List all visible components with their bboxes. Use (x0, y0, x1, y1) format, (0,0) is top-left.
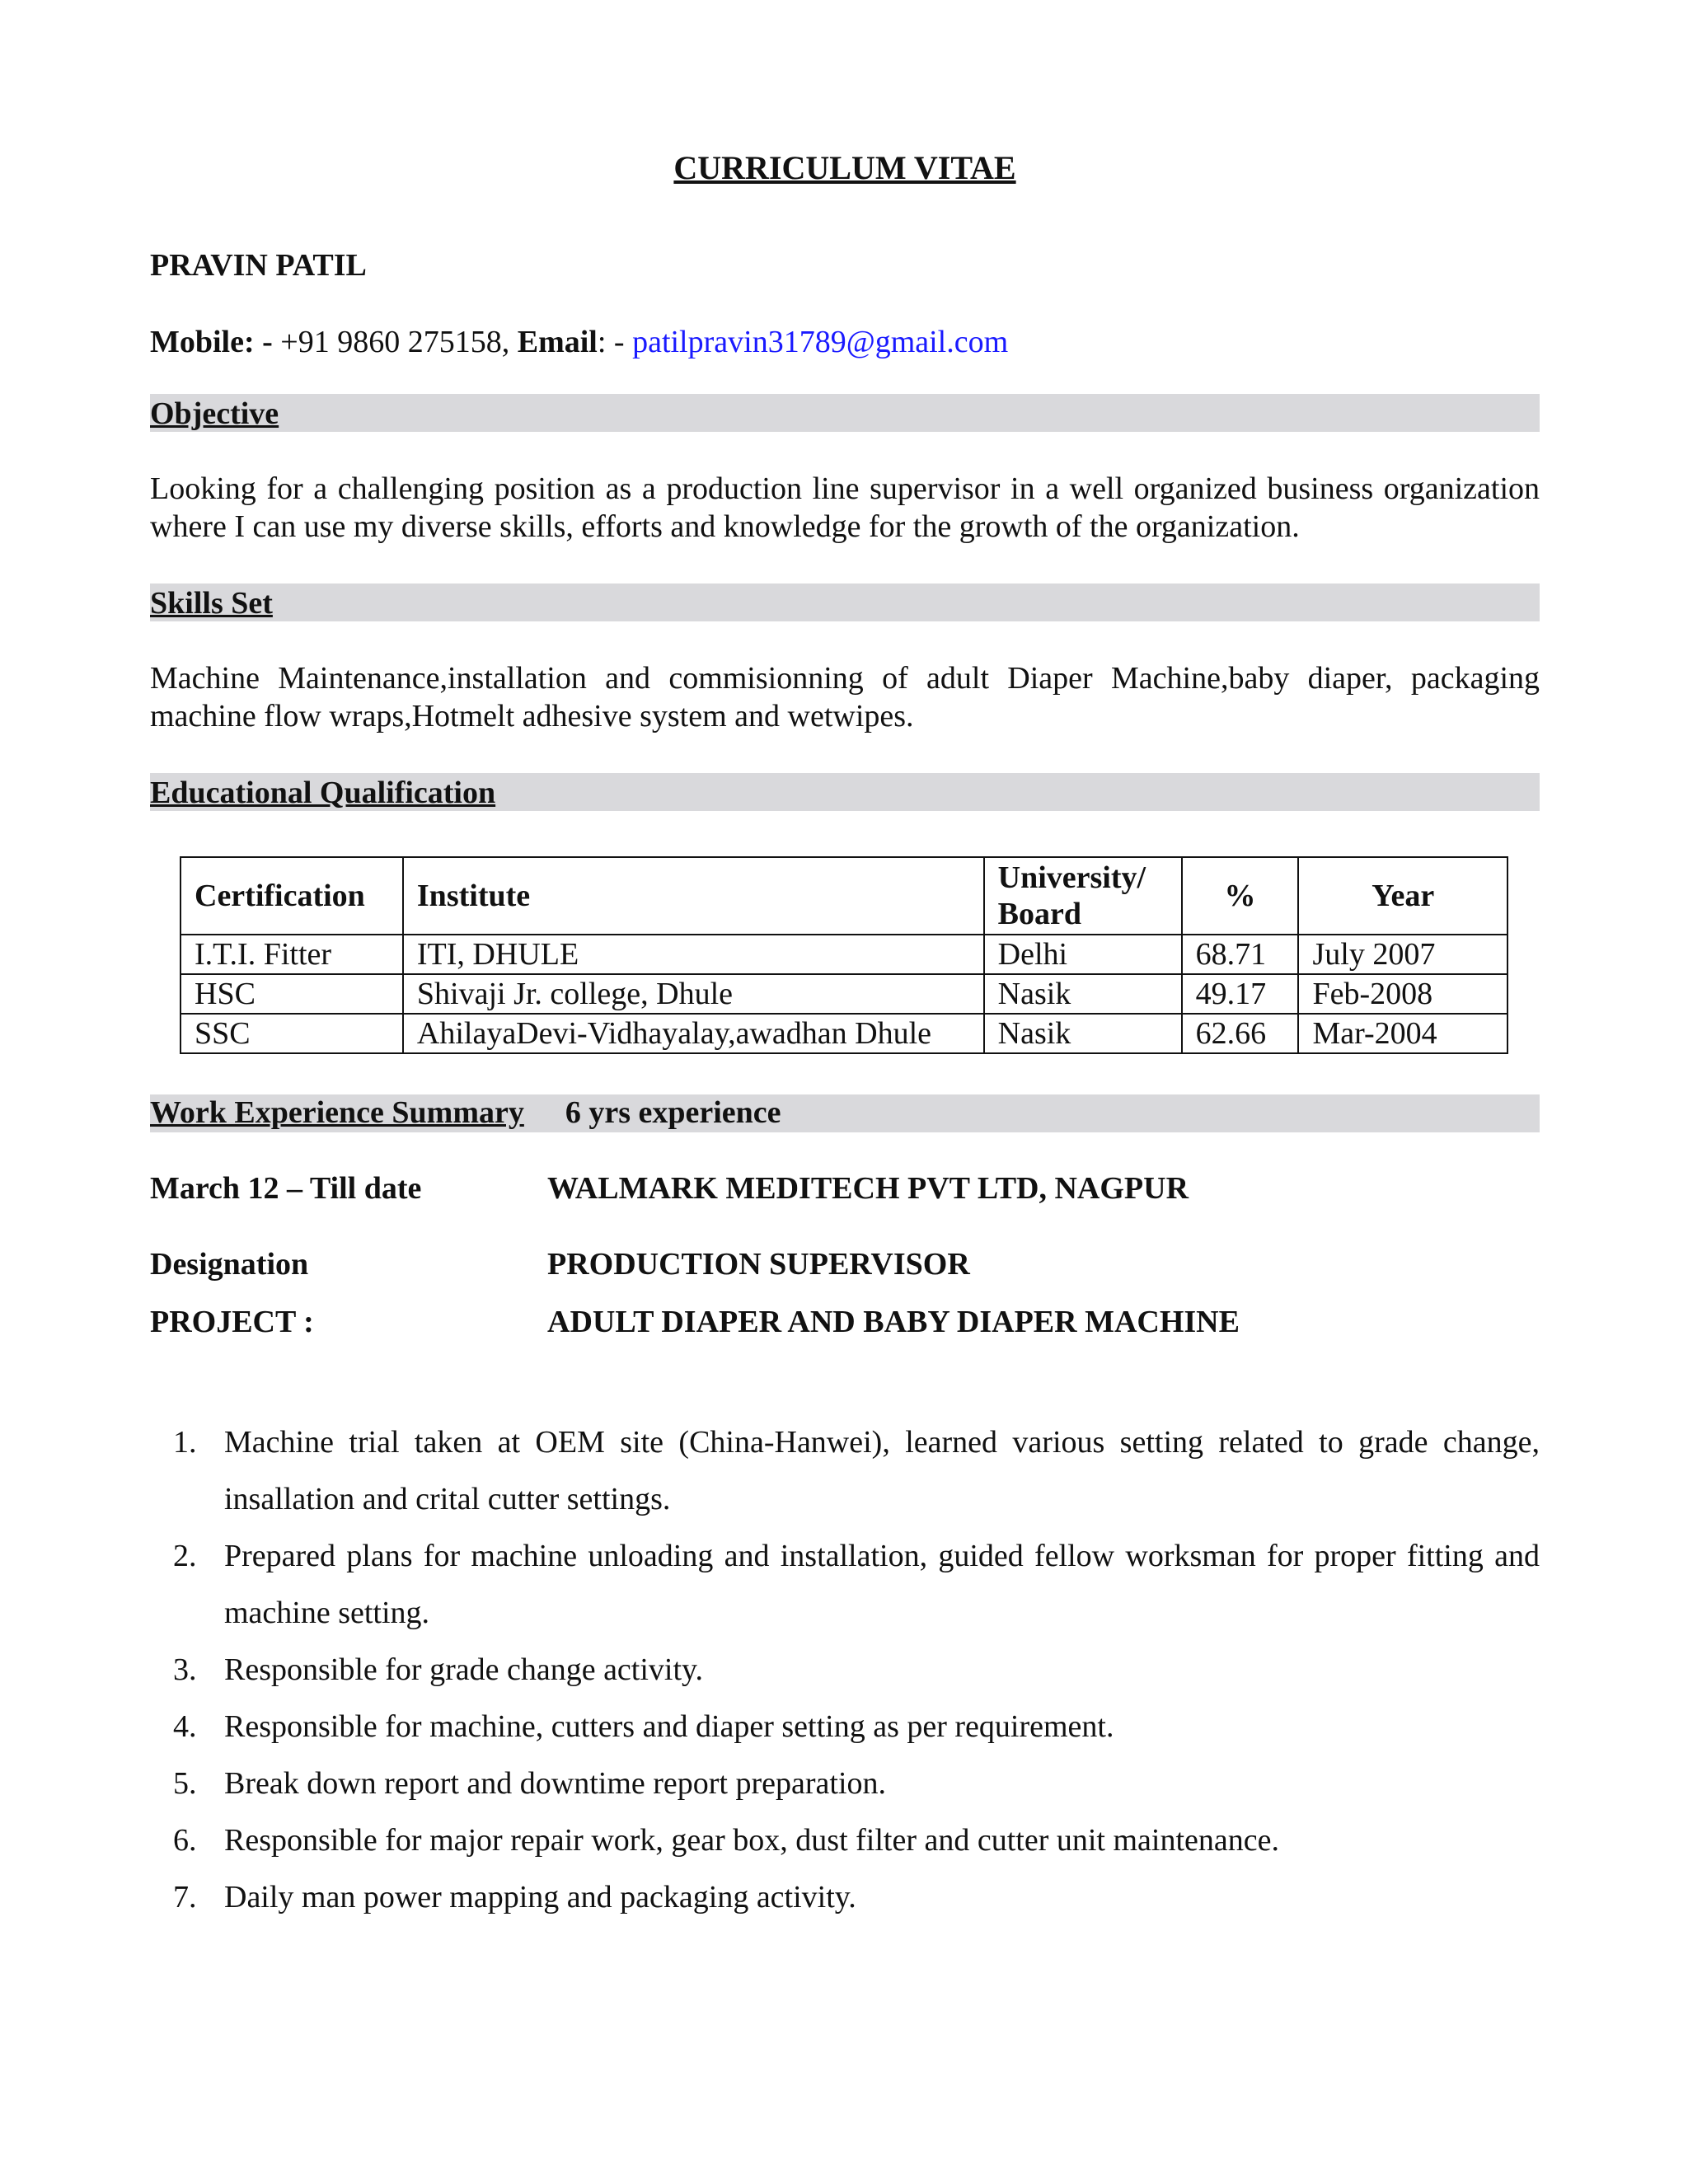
objective-text: Looking for a challenging position as a production line supervisor in a well organized business organization where I can use my diverse skills, efforts and knowledge for the growth of the organization. (150, 471, 1540, 544)
list-item (150, 1869, 1540, 1926)
table-cell: ITI, DHULE (403, 935, 984, 974)
skills-text: Machine Maintenance,installation and commisionning of adult Diaper Machine,baby diaper, packaging machine flow wraps,Hotmelt adhesive system and wetwipes. (150, 661, 1540, 733)
list-item-text: Daily man power mapping and packaging activity. (224, 1880, 856, 1915)
candidate-name: PRAVIN PATIL (150, 248, 367, 283)
list-number: 5. (173, 1766, 197, 1801)
table-cell: I.T.I. Fitter (181, 935, 403, 974)
education-table (180, 856, 1508, 1054)
project-value: ADULT DIAPER AND BABY DIAPER MACHINE (547, 1305, 1240, 1339)
mobile-label: Mobile: - (150, 325, 273, 359)
education-heading: Educational Qualification (150, 776, 496, 810)
designation-value: PRODUCTION SUPERVISOR (547, 1247, 970, 1282)
list-number: 3. (173, 1652, 197, 1687)
duties-list (150, 1414, 1540, 1926)
education-table-header-row (181, 857, 1507, 935)
list-item-text: Responsible for grade change activity. (224, 1652, 704, 1687)
list-item (150, 1528, 1540, 1642)
period-label: March 12 – Till date (150, 1171, 422, 1206)
list-item (150, 1812, 1540, 1869)
skills-header (150, 583, 1540, 621)
list-item (150, 1755, 1540, 1812)
table-cell: SSC (181, 1014, 403, 1053)
list-item (150, 1699, 1540, 1755)
table-cell: Delhi (984, 935, 1182, 974)
list-number: 4. (173, 1709, 197, 1744)
company-name: WALMARK MEDITECH PVT LTD, NAGPUR (547, 1171, 1189, 1206)
table-cell: 49.17 (1182, 974, 1299, 1014)
table-row (181, 974, 1507, 1014)
table-cell: July 2007 (1298, 935, 1507, 974)
email-link[interactable]: patilpravin31789@gmail.com (632, 325, 1009, 359)
list-number: 7. (173, 1880, 197, 1915)
mobile-value: +91 9860 275158, (272, 325, 518, 359)
work-heading: Work Experience Summary (150, 1095, 524, 1130)
list-item-text: Machine trial taken at OEM site (China-Hanwei), learned various setting related to grade change, insallation and crital cutter settings. (224, 1425, 1540, 1516)
email-separator: : - (597, 325, 633, 359)
list-item (150, 1414, 1540, 1528)
list-number: 1. (173, 1425, 197, 1460)
objective-header (150, 394, 1540, 432)
col-header-certification: Certification (181, 857, 403, 935)
list-item-text: Responsible for major repair work, gear box, dust filter and cutter unit maintenance. (224, 1823, 1279, 1858)
contact-line (150, 324, 1008, 360)
col-header-institute: Institute (403, 857, 984, 935)
list-number: 6. (173, 1823, 197, 1858)
col-header-percent: % (1182, 857, 1299, 935)
designation-label: Designation (150, 1247, 309, 1282)
col-header-year: Year (1298, 857, 1507, 935)
skills-heading: Skills Set (150, 586, 273, 621)
table-cell: Nasik (984, 1014, 1182, 1053)
document-title: CURRICULUM VITAE (673, 149, 1016, 186)
table-cell: 68.71 (1182, 935, 1299, 974)
table-cell: Nasik (984, 974, 1182, 1014)
table-row (181, 1014, 1507, 1053)
list-item-text: Responsible for machine, cutters and diaper setting as per requirement. (224, 1709, 1114, 1744)
table-cell: AhilayaDevi-Vidhayalay,awadhan Dhule (403, 1014, 984, 1053)
project-label: PROJECT : (150, 1305, 314, 1339)
table-cell: Shivaji Jr. college, Dhule (403, 974, 984, 1014)
education-header (150, 773, 1540, 811)
col-header-university-board: University/ Board (984, 857, 1182, 935)
table-cell: Mar-2004 (1298, 1014, 1507, 1053)
objective-heading: Objective (150, 396, 279, 431)
list-number: 2. (173, 1539, 197, 1573)
table-cell: Feb-2008 (1298, 974, 1507, 1014)
list-item (150, 1642, 1540, 1699)
table-cell: HSC (181, 974, 403, 1014)
list-item-text: Break down report and downtime report preparation. (224, 1766, 887, 1801)
table-row (181, 935, 1507, 974)
work-years: 6 yrs experience (565, 1095, 781, 1130)
table-cell: 62.66 (1182, 1014, 1299, 1053)
email-label: Email (517, 325, 598, 359)
work-heading-line (150, 1094, 781, 1131)
list-item-text: Prepared plans for machine unloading and installation, guided fellow worksman for proper fitting and machine setting. (224, 1539, 1540, 1630)
